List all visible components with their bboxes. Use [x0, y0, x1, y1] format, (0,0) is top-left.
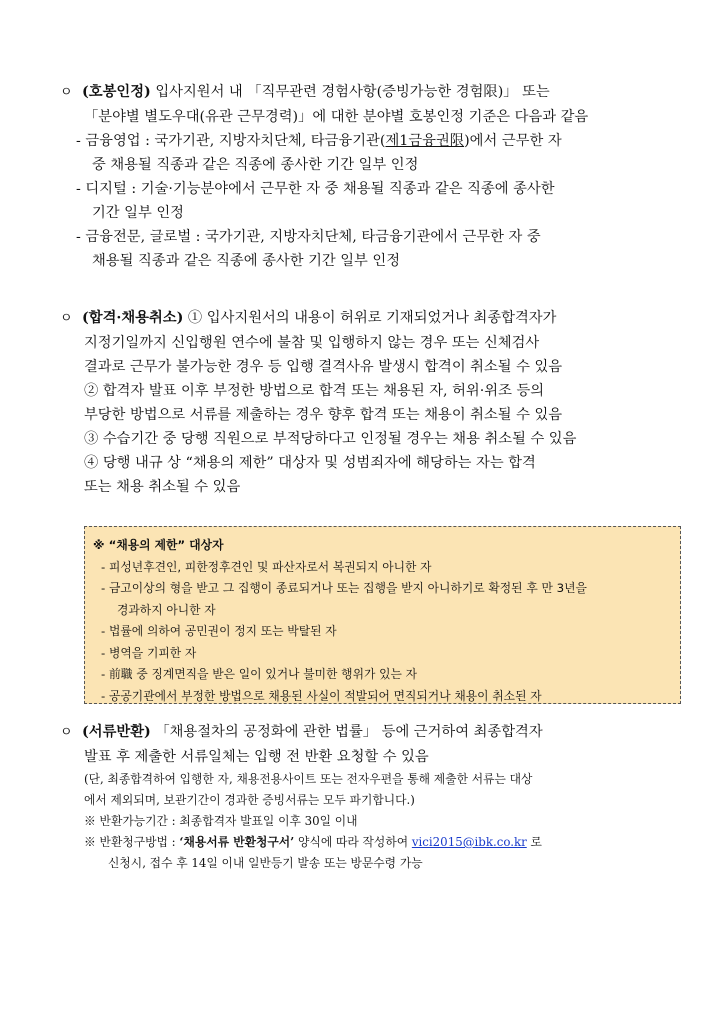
circle-bullet-icon: ㅇ — [60, 85, 73, 100]
s2-line1 — [60, 306, 680, 331]
box-title: ※ “채용의 제한” 대상자 — [93, 538, 224, 552]
s2-line5: 부당한 방법으로 서류를 제출하는 경우 향후 합격 또는 채용이 취소될 수 있음 — [84, 407, 563, 423]
section-salary-step — [60, 80, 680, 273]
s1-text1: 입사지원서 내 「직무관련 경험사항(증빙가능한 경험限)」 또는 — [150, 84, 550, 100]
box-item: - 금고이상의 형을 받고 그 집행이 종료되거나 또는 집행을 받지 아니하기로 확정된 후 만 3년을 — [101, 581, 587, 595]
s2-text1: ① 입사지원서의 내용이 허위로 기재되었거나 최종합격자가 — [183, 310, 557, 326]
s3-n4-pre: ※ 반환청구방법 : — [84, 835, 180, 849]
box-item: - 피성년후견인, 피한정후견인 및 파산자로서 복권되지 아니한 자 — [101, 559, 432, 574]
s1-d1-underline: 제1금융권限 — [385, 133, 465, 149]
box-item: - 前職 중 징계면직을 받은 일이 있거나 불미한 행위가 있는 자 — [101, 667, 418, 681]
s1-dash3: - 금융전문, 글로벌 : 국가기관, 지방자치단체, 타금융기관에서 근무한 자 중 — [76, 229, 541, 245]
restriction-box — [84, 526, 681, 704]
section-document-return — [60, 720, 680, 874]
s3-line1 — [60, 720, 680, 745]
s2-line3: 결과로 근무가 불가능한 경우 등 입행 결격사유 발생시 합격이 취소될 수 있음 — [84, 359, 563, 375]
s2-line4: ② 합격자 발표 이후 부정한 방법으로 합격 또는 채용된 자, 허위·위조 등의 — [84, 383, 545, 399]
s2-heading: (합격·채용취소) — [82, 310, 184, 326]
s3-note2: 에서 제외되며, 보관기간이 경과한 증빙서류는 모두 파기합니다.) — [84, 793, 415, 807]
box-item: - 병역을 기피한 자 — [101, 645, 197, 660]
s1-line2: 「분야별 별도우대(유관 근무경력)」에 대한 분야별 호봉인정 기준은 다음과 같음 — [84, 109, 589, 125]
box-item: - 공공기관에서 부정한 방법으로 채용된 사실이 적발되어 면직되거나 채용이 취소된 자 — [101, 688, 542, 703]
s1-d1-post: )에서 근무한 자 — [464, 133, 562, 149]
s3-note4 — [60, 832, 680, 853]
s1-line1 — [60, 80, 680, 105]
s1-dash2-cont: 기간 일부 인정 — [92, 205, 184, 221]
s3-line2: 발표 후 제출한 서류일체는 입행 전 반환 요청할 수 있음 — [84, 749, 429, 765]
s3-n4-mid: 양식에 따라 작성하여 — [294, 835, 412, 849]
s1-dash3-cont: 채용될 직종과 같은 직종에 종사한 기간 일부 인정 — [92, 253, 401, 269]
circle-bullet-icon: ㅇ — [60, 725, 73, 740]
s3-n4-post: 로 — [526, 835, 542, 849]
box-item-cont: 경과하지 아니한 자 — [117, 602, 216, 617]
s1-dash1-cont: 중 채용될 직종과 같은 직종에 종사한 기간 일부 인정 — [92, 157, 419, 173]
section-cancellation — [60, 306, 680, 499]
s3-note1: (단, 최종합격하여 입행한 자, 채용전용사이트 또는 전자우편을 통해 제출한 서류는 대상 — [84, 772, 533, 786]
s1-heading: (호봉인정) — [82, 84, 151, 100]
circle-bullet-icon: ㅇ — [60, 311, 73, 326]
s1-d1-pre: - 금융영업 : 국가기관, 지방자치단체, 타금융기관( — [76, 133, 386, 149]
s2-line8: 또는 채용 취소될 수 있음 — [84, 479, 241, 495]
email-link[interactable]: vici2015@ibk.co.kr — [411, 835, 527, 849]
return-form-name: ‘채용서류 반환청구서’ — [179, 835, 295, 849]
s3-heading: (서류반환) — [82, 724, 151, 740]
s2-line7: ④ 당행 내규 상 “채용의 제한” 대상자 및 성범죄자에 해당하는 자는 합격 — [84, 455, 536, 471]
s1-dash1 — [60, 129, 680, 153]
s3-note5: 신청시, 접수 후 14일 이내 일반등기 발송 또는 방문수령 가능 — [108, 856, 423, 870]
s2-line6: ③ 수습기간 중 당행 직원으로 부적당하다고 인정될 경우는 채용 취소될 수 있음 — [84, 431, 577, 447]
s2-line2: 지정기일까지 신입행원 연수에 불참 및 입행하지 않는 경우 또는 신체검사 — [84, 335, 540, 351]
box-item: - 법률에 의하여 공민권이 정지 또는 박탈된 자 — [101, 624, 337, 638]
s3-text1: 「채용절차의 공정화에 관한 법률」 등에 근거하여 최종합격자 — [150, 724, 543, 740]
s3-note3: ※ 반환가능기간 : 최종합격자 발표일 이후 30일 이내 — [84, 814, 358, 828]
s1-dash2: - 디지털 : 기술·기능분야에서 근무한 자 중 채용될 직종과 같은 직종에 종사한 — [76, 181, 555, 197]
